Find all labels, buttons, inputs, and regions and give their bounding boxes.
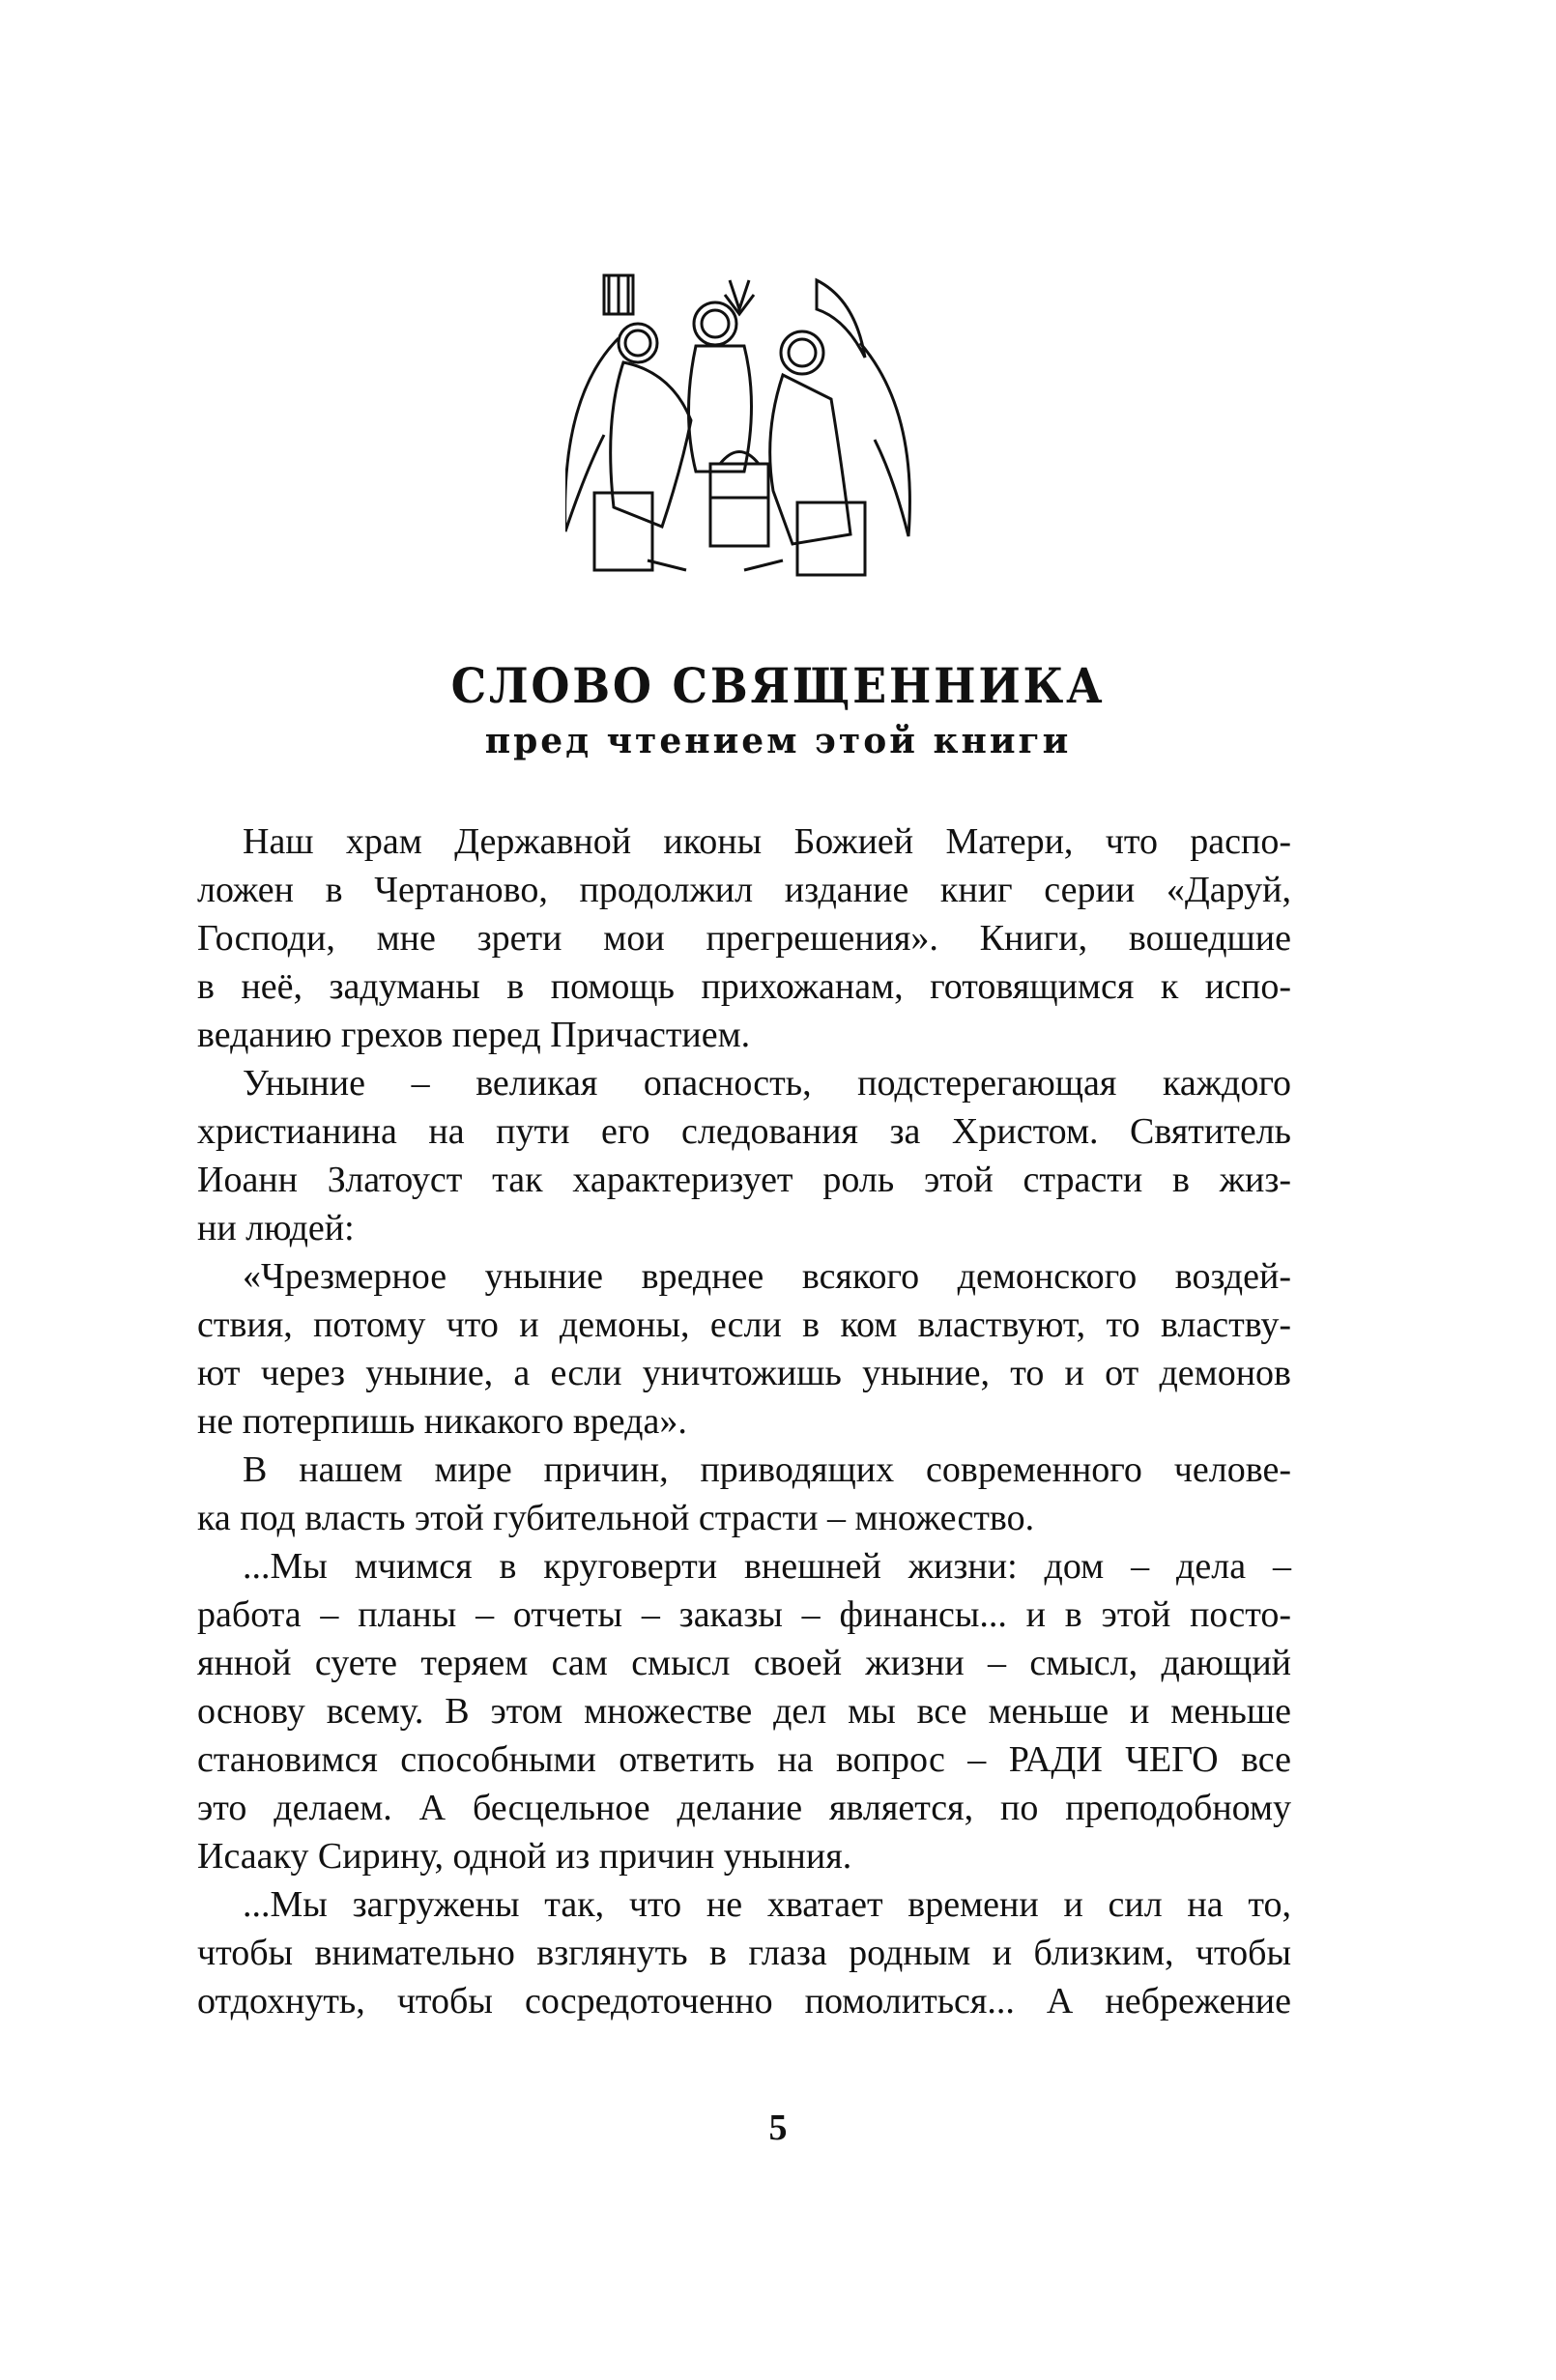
text-line: ложен в Чертаново, продолжил издание книг серии «Даруй, [197, 870, 1291, 910]
text-line: ...Мы мчимся в круговерти внешней жизни: дом – дела – [243, 1546, 1291, 1587]
text-line: ют через уныние, а если уничтожишь уныние, то и от демонов [197, 1353, 1291, 1393]
text-line: основу всему. В этом множестве дел мы все меньше и меньше [197, 1691, 1291, 1732]
text-line: чтобы внимательно взглянуть в глаза родным и близким, чтобы [197, 1933, 1291, 1973]
text-line: ствия, потому что и демоны, если в ком властвуют, то властву- [197, 1305, 1291, 1345]
text-line: ни людей: [197, 1208, 355, 1248]
text-line: ...Мы загружены так, что не хватает времени и сил на то, [243, 1884, 1291, 1925]
text-line: В нашем мире причин, приводящих современного челове- [243, 1449, 1291, 1490]
text-line: это делаем. А бесцельное делание является, по преподобному [197, 1788, 1291, 1828]
text-line: не потерпишь никакого вреда». [197, 1401, 687, 1442]
chapter-title: СЛОВО СВЯЩЕННИКА [450, 657, 1106, 714]
text-line: Уныние – великая опасность, подстерегающая каждого [243, 1063, 1291, 1104]
text-line: ка под власть этой губительной страсти – множество. [197, 1498, 1035, 1538]
text-line: веданию грехов перед Причастием. [197, 1015, 751, 1055]
text-line: работа – планы – отчеты – заказы – финансы... и в этой посто- [197, 1594, 1291, 1635]
body-text [197, 817, 1291, 2025]
text-line: Исааку Сирину, одной из причин уныния. [197, 1836, 852, 1877]
page-number: 5 [768, 2108, 788, 2148]
text-line: становимся способными ответить на вопрос – РАДИ ЧЕГО все [197, 1739, 1291, 1780]
text-line: христианина на пути его следования за Христом. Святитель [197, 1111, 1291, 1152]
text-line: «Чрезмерное уныние вреднее всякого демонского воздей- [243, 1256, 1291, 1297]
text-line: янной суете теряем сам смысл своей жизни – смысл, дающий [197, 1643, 1291, 1683]
text-line: Господи, мне зрети мои прегрешения». Книги, вошедшие [197, 918, 1291, 959]
chapter-subtitle: пред чтением этой книги [484, 721, 1072, 761]
text-line: Наш храм Державной иконы Божией Матери, что распо- [243, 821, 1291, 862]
text-line: в неё, задуманы в помощь прихожанам, готовящимся к испо- [197, 966, 1291, 1007]
text-line: отдохнуть, чтобы сосредоточенно помолиться... А небрежение [197, 1981, 1291, 2022]
text-line: Иоанн Златоуст так характеризует роль этой страсти в жиз- [197, 1160, 1291, 1200]
trinity-icon-illustration [565, 271, 913, 580]
